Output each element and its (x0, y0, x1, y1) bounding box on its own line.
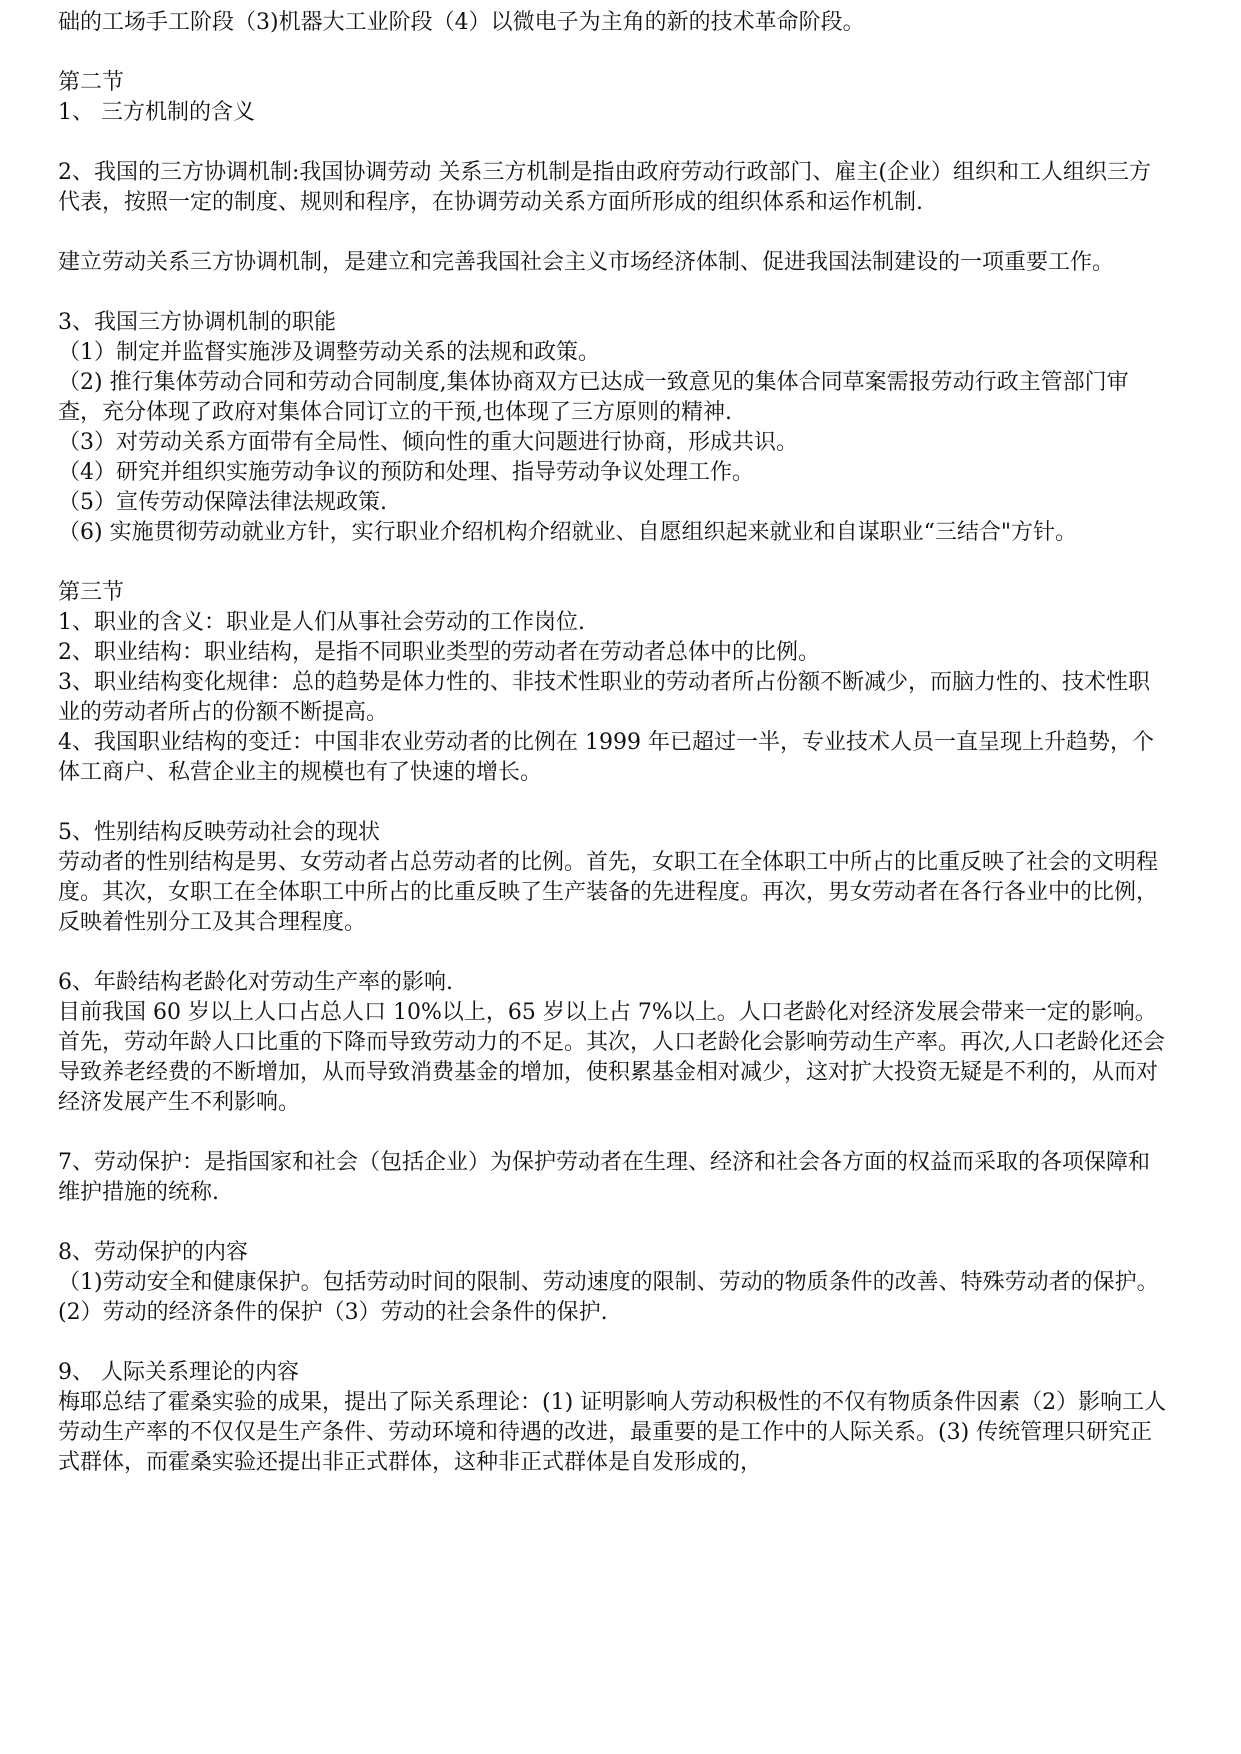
document-line: 8、劳动保护的内容 (58, 1240, 248, 1265)
document-line: 目前我国 60 岁以上人口占总人口 10%以上，65 岁以上占 7%以上。人口老龄化对经济发展会带来一定的影响。首先，劳动年龄人口比重的下降而导致劳动力的不足。其次，人口老龄化会影响劳动生产率。再次,人口老龄化还会导致养老经费的不断增加，从而导致消费基金的增加，使积累基金相对减少，这对扩大投资无疑是不利的，从而对经济发展产生不利影响。 (58, 1000, 1165, 1115)
document-line: 4、我国职业结构的变迁：中国非农业劳动者的比例在 1999 年已超过一半，专业技术人员一直呈现上升趋势，个体工商户、私营企业主的规模也有了快速的增长。 (58, 730, 1154, 785)
paragraph-gap (58, 218, 1168, 248)
document-line: 9、 人际关系理论的内容 (58, 1360, 299, 1385)
paragraph-gap (58, 548, 1168, 578)
document-line: 2、我国的三方协调机制:我国协调劳动 关系三方机制是指由政府劳动行政部门、雇主(企业）组织和工人组织三方代表，按照一定的制度、规则和程序，在协调劳动关系方面所形成的组织体系和运作机制. (58, 160, 1151, 215)
document-line: 劳动者的性别结构是男、女劳动者占总劳动者的比例。首先，女职工在全体职工中所占的比重反映了社会的文明程度。其次，女职工在全体职工中所占的比重反映了生产装备的先进程度。再次，男女劳动者在各行各业中的比例，反映着性别分工及其合理程度。 (58, 850, 1159, 935)
paragraph-gap (58, 1118, 1168, 1148)
document-line: （5）宣传劳动保障法律法规政策. (58, 490, 387, 515)
document-line: 梅耶总结了霍桑实验的成果，提出了际关系理论：(1) 证明影响人劳动积极性的不仅有物质条件因素（2）影响工人劳动生产率的不仅仅是生产条件、劳动环境和待遇的改进，最重要的是工作中的人际关系。(3) 传统管理只研究正式群体，而霍桑实验还提出非正式群体，这种非正式群体是自发形成的， (58, 1390, 1167, 1475)
paragraph-gap (58, 1208, 1168, 1238)
document-line: 3、我国三方协调机制的职能 (58, 310, 336, 335)
document-line: 1、 三方机制的含义 (58, 100, 255, 125)
document-line: （2) 推行集体劳动合同和劳动合同制度,集体协商双方已达成一致意见的集体合同草案需报劳动行政主管部门审查，充分体现了政府对集体合同订立的干预,也体现了三方原则的精神. (58, 370, 1129, 425)
document-line: 1、职业的含义：职业是人们从事社会劳动的工作岗位. (58, 610, 585, 635)
document-line: 6、年龄结构老龄化对劳动生产率的影响. (58, 970, 453, 995)
document-line: 第三节 (58, 580, 125, 605)
document-line: （4）研究并组织实施劳动争议的预防和处理、指导劳动争议处理工作。 (58, 460, 754, 485)
document-line: （1)劳动安全和健康保护。包括劳动时间的限制、劳动速度的限制、劳动的物质条件的改善、特殊劳动者的保护。(2）劳动的经济条件的保护（3）劳动的社会条件的保护. (58, 1270, 1159, 1325)
document-line: 3、职业结构变化规律：总的趋势是体力性的、非技术性职业的劳动者所占份额不断减少，而脑力性的、技术性职业的劳动者所占的份额不断提高。 (58, 670, 1151, 725)
document-line: （6) 实施贯彻劳动就业方针，实行职业介绍机构介绍就业、自愿组织起来就业和自谋职业“三结合"方针。 (58, 520, 1077, 545)
document-line: 5、性别结构反映劳动社会的现状 (58, 820, 380, 845)
document-line: （3）对劳动关系方面带有全局性、倾向性的重大问题进行协商，形成共识。 (58, 430, 798, 455)
paragraph-gap (58, 278, 1168, 308)
document-page (58, 8, 1168, 1478)
paragraph-gap (58, 38, 1168, 68)
document-line: 础的工场手工阶段（3)机器大工业阶段（4）以微电子为主角的新的技术革命阶段。 (58, 10, 865, 35)
paragraph-gap (58, 788, 1168, 818)
document-line: 第二节 (58, 70, 125, 95)
paragraph-gap (58, 1328, 1168, 1358)
document-line: 建立劳动关系三方协调机制，是建立和完善我国社会主义市场经济体制、促进我国法制建设的一项重要工作。 (58, 250, 1115, 275)
document-line: 2、职业结构：职业结构，是指不同职业类型的劳动者在劳动者总体中的比例。 (58, 640, 820, 665)
document-line: （1）制定并监督实施涉及调整劳动关系的法规和政策。 (58, 340, 600, 365)
paragraph-gap (58, 938, 1168, 968)
paragraph-gap (58, 128, 1168, 158)
document-line: 7、劳动保护：是指国家和社会（包括企业）为保护劳动者在生理、经济和社会各方面的权益而采取的各项保障和维护措施的统称. (58, 1150, 1151, 1205)
